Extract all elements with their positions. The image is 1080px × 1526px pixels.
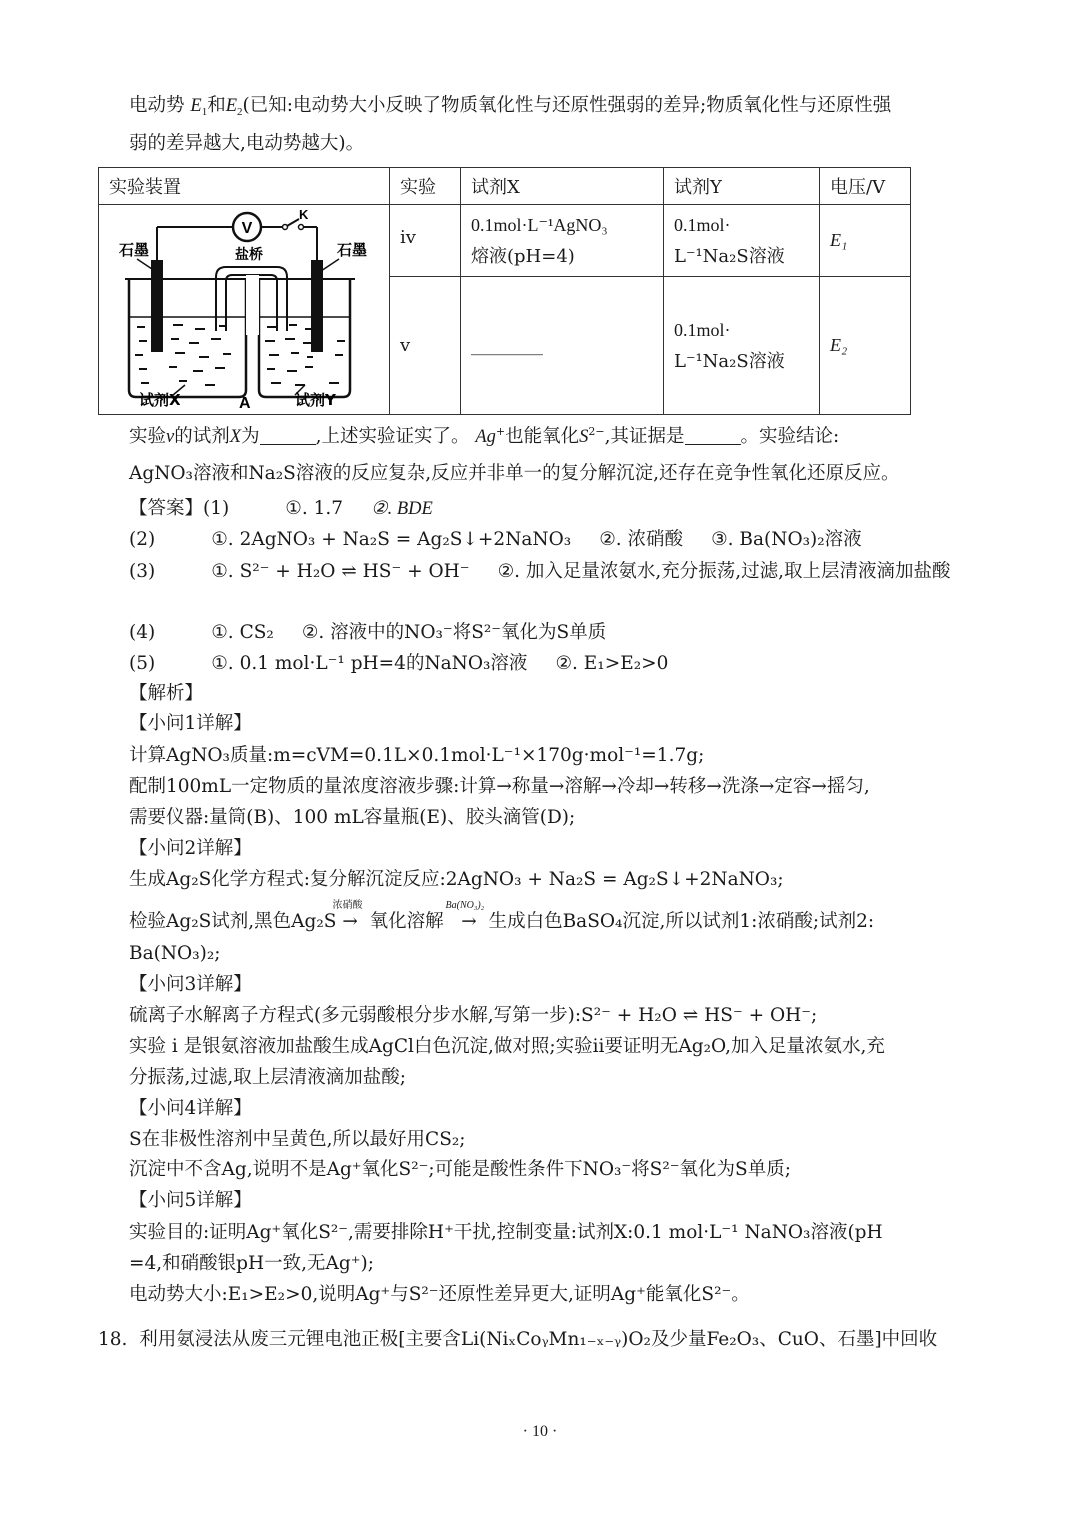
subscript: 1 (201, 106, 208, 118)
reagent-x-line1: 0.1mol·L⁻¹AgNO₃ (471, 214, 608, 235)
answer-3 (129, 560, 951, 584)
right-beaker (259, 279, 350, 397)
answer-num: (1) (203, 498, 230, 519)
q2-line: Ba(NO₃)₂; (129, 943, 221, 964)
left-electrode-label: 石墨 (119, 241, 150, 259)
answer-4 (129, 621, 606, 645)
answer-part: ②. 溶液中的NO₃⁻将S²⁻氧化为S单质 (301, 622, 607, 643)
text: 实验 (129, 426, 167, 447)
galvanic-cell-diagram (99, 205, 389, 409)
right-reagent-label: 试剂Y (295, 391, 336, 409)
text: 为 (241, 426, 260, 447)
exp-id: v (390, 277, 461, 415)
intro-text: 电动势 (129, 95, 185, 116)
symbol-e2: E (225, 96, 238, 116)
arrow-label: Ba(NO₃)₂ (445, 900, 485, 911)
text: 的试剂 (174, 426, 230, 447)
question-text: 利用氨浸法从废三元锂电池正极[主要含Li(NiₓCoᵧMn₁₋ₓ₋ᵧ)O₂及少量Fe₂O₃、CuO、石墨]中回收 (139, 1329, 938, 1350)
right-graphite-electrode (311, 260, 323, 352)
reagent-y-cell (664, 277, 820, 415)
q4-line: 沉淀中不含Ag,说明不是Ag⁺氧化S²⁻;可能是酸性条件下NO₃⁻将S²⁻氧化为S单质; (129, 1159, 791, 1180)
analysis-label: 【解析】 (129, 683, 204, 704)
apparatus-label: A (239, 395, 251, 409)
voltage-cell: E₂ (820, 277, 911, 415)
header-reagent-x: 试剂X (461, 168, 664, 205)
q5-line: 电动势大小:E₁>E₂>0,说明Ag⁺与S²⁻还原性差异更大,证明Ag⁺能氧化S²⁻。 (129, 1284, 750, 1305)
reagent-y-line2: L⁻¹Na₂S溶液 (674, 245, 785, 267)
switch-icon (287, 219, 299, 226)
q4-title: 【小问4详解】 (129, 1098, 252, 1119)
answer-blank-1[interactable] (260, 426, 316, 445)
symbol-s: S (579, 427, 589, 447)
right-electrode-label: 石墨 (337, 241, 368, 259)
text: 。实验结论: (740, 426, 840, 447)
reagent-y-line2: L⁻¹Na₂S溶液 (674, 350, 785, 372)
answer-label: 【答案】 (129, 498, 204, 519)
q3-line: 硫离子水解离子方程式(多元弱酸根分步水解,写第一步):S²⁻ + H₂O ⇌ HS⁻ + OH⁻; (129, 1005, 818, 1026)
question-line-2: AgNO₃溶液和Na₂S溶液的反应复杂,反应并非单一的复分解沉淀,还存在竞争性氧化还原反应。 (129, 463, 900, 484)
voltmeter-label: V (241, 220, 253, 237)
answer-part: ①. 0.1 mol·L⁻¹ pH=4的NaNO₃溶液 (211, 653, 528, 674)
voltage-cell: E₁ (820, 205, 911, 277)
header-experiment: 实验 (390, 168, 461, 205)
q1-title: 【小问1详解】 (129, 713, 252, 734)
table-header-row (99, 168, 911, 205)
q5-line: =4,和硝酸银pH一致,无Ag⁺); (129, 1253, 374, 1274)
left-graphite-electrode (151, 260, 163, 352)
answer-part: ②. BDE (371, 499, 433, 519)
answer-part: ②. 浓硝酸 (599, 529, 684, 550)
symbol-ag: Ag (475, 427, 496, 447)
apparatus-cell (99, 205, 390, 415)
subscript: 2 (237, 106, 243, 118)
intro-text: 和 (207, 95, 226, 116)
header-reagent-y: 试剂Y (664, 168, 820, 205)
intro-text: (已知:电动势大小反映了物质氧化性与还原性强弱的差异;物质氧化性与还原性强 (242, 95, 892, 116)
reagent-y-cell (664, 205, 820, 277)
answer-5 (129, 652, 668, 676)
q3-line: 实验 i 是银氨溶液加盐酸生成AgCl白色沉淀,做对照;实验ii要证明无Ag₂O,加入足量浓氨水,充 (129, 1036, 885, 1057)
answer-num: (5) (129, 653, 156, 674)
exp-id: iv (390, 205, 461, 277)
text: 氧化溶解 (369, 911, 444, 932)
text: 生成白色BaSO₄沉淀,所以试剂1:浓硝酸;试剂2: (488, 911, 875, 932)
reagent-x-cell (461, 205, 664, 277)
arrow-label: 浓硝酸 (332, 900, 363, 911)
table-row (99, 205, 911, 277)
answer-blank-2[interactable] (685, 426, 741, 445)
answer-part: ①. 1.7 (285, 498, 344, 519)
reagent-x-blank: ________ (471, 334, 543, 356)
q5-line: 实验目的:证明Ag⁺氧化S²⁻,需要排除H⁺干扰,控制变量:试剂X:0.1 mol·L⁻¹ NaNO₃溶液(pH (129, 1222, 883, 1243)
reaction-arrow: 浓硝酸 → (336, 910, 363, 934)
intro-line-1 (129, 94, 891, 118)
switch-label: K (299, 207, 309, 222)
header-voltage: 电压/V (820, 168, 911, 205)
answer-part: ②. 加入足量浓氨水,充分振荡,过滤,取上层清液滴加盐酸 (497, 561, 951, 582)
answer-part: ①. CS₂ (211, 622, 274, 643)
q1-line: 配制100mL一定物质的量浓度溶液步骤:计算→称量→溶解→冷却→转移→洗涤→定容→摇匀, (129, 776, 870, 797)
q3-title: 【小问3详解】 (129, 974, 252, 995)
answer-2 (129, 528, 862, 552)
reagent-y-line1: 0.1mol· (674, 214, 731, 235)
text: ,其证据是 (604, 426, 685, 447)
q3-line: 分振荡,过滤,取上层清液滴加盐酸; (129, 1067, 406, 1088)
answer-part: ①. 2AgNO₃ + Na₂S = Ag₂S↓+2NaNO₃ (211, 529, 572, 550)
salt-bridge-label: 盐桥 (235, 247, 263, 263)
reagent-x-cell (461, 277, 664, 415)
text: 检验Ag₂S试剂,黑色Ag₂S (129, 911, 337, 932)
reagent-x-line2: 熔液(pH=4) (471, 245, 575, 267)
symbol-v: v (166, 427, 175, 447)
text: ,上述实验证实了。 (315, 426, 470, 447)
q5-title: 【小问5详解】 (129, 1190, 252, 1211)
next-question (98, 1328, 937, 1352)
symbol-e1: E (190, 96, 202, 116)
answer-num: (3) (129, 561, 156, 582)
page-number: · 10 · (522, 1423, 558, 1440)
answer-part: ②. E₁>E₂>0 (555, 653, 669, 674)
answer-part: ①. S²⁻ + H₂O ⇌ HS⁻ + OH⁻ (211, 561, 470, 582)
q2-line (129, 900, 875, 934)
intro-line-2: 弱的差异越大,电动势越大)。 (129, 133, 365, 154)
q1-line: 计算AgNO₃质量:m=cVM=0.1L×0.1mol·L⁻¹×170g·mol⁻¹=1.7g; (129, 745, 705, 766)
answer-part: ③. Ba(NO₃)₂溶液 (711, 529, 862, 550)
q2-title: 【小问2详解】 (129, 838, 252, 859)
experiment-table (98, 167, 911, 415)
question-number: 18. (98, 1329, 128, 1350)
left-beaker (129, 279, 246, 397)
reagent-y-line1: 0.1mol· (674, 319, 731, 340)
answer-1 (129, 497, 433, 521)
q4-line: S在非极性溶剂中呈黄色,所以最好用CS₂; (129, 1129, 466, 1150)
answer-num: (2) (129, 529, 156, 550)
answer-num: (4) (129, 622, 156, 643)
question-line-1: 实验v的试剂X为 ,上述实验证实了。 Ag+也能氧化$S^{2-}$,其证据是 。实验结论: (129, 425, 840, 447)
reaction-arrow: Ba(NO₃)₂ → (450, 910, 483, 934)
q1-line: 需要仪器:量筒(B)、100 mL容量瓶(E)、胶头滴管(D); (129, 807, 576, 828)
header-apparatus: 实验装置 (99, 168, 390, 205)
text: 也能氧化 (505, 426, 580, 447)
q2-line: 生成Ag₂S化学方程式:复分解沉淀反应:2AgNO₃ + Na₂S = Ag₂S↓+2NaNO₃; (129, 869, 784, 890)
symbol-x: X (229, 427, 242, 447)
left-reagent-label: 试剂X (139, 391, 181, 409)
